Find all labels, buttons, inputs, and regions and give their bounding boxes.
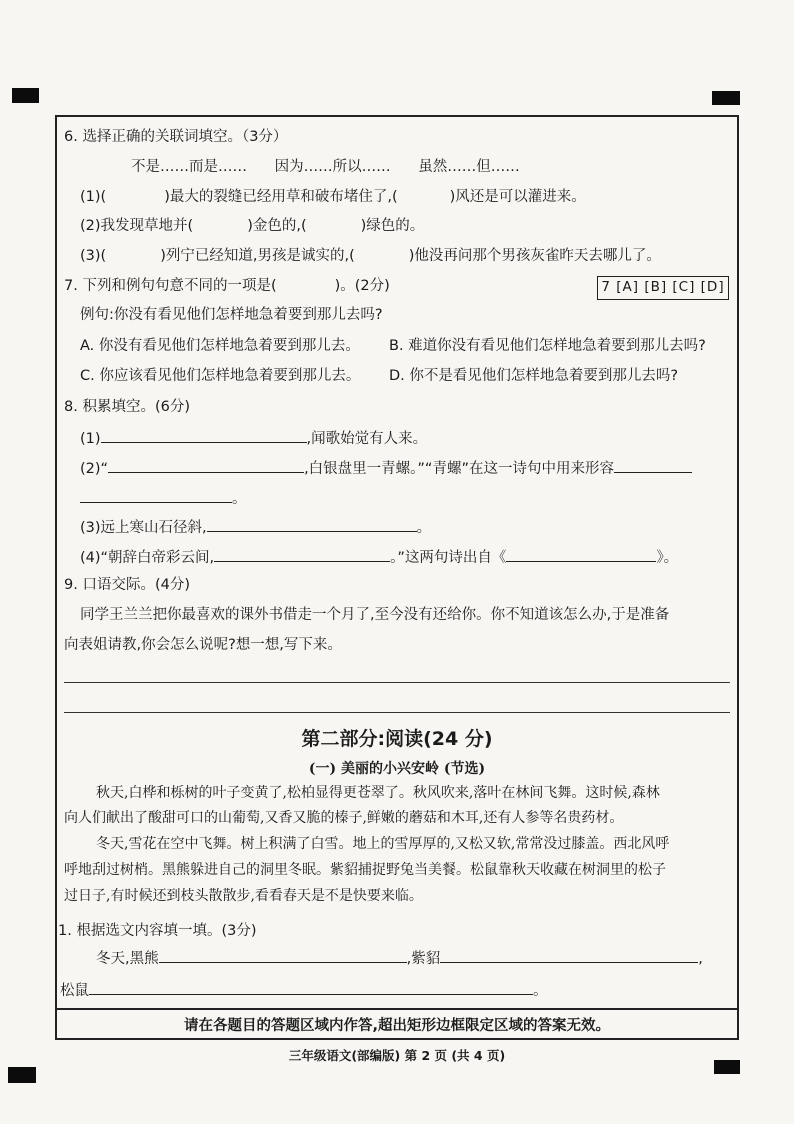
q6-l2-part-c: )绿色的。 <box>360 218 425 234</box>
q8-line-2-cont <box>80 486 247 509</box>
q7-title <box>64 276 390 296</box>
warning-divider <box>55 1008 739 1010</box>
passage-p2-line-2: 呼地刮过树梢。黑熊躲进自己的洞里冬眠。紫貂捕捉野兔当美餐。松鼠靠秋天收藏在树洞里的松子 <box>64 862 666 878</box>
q7-option-a[interactable]: A. 你没有看见他们怎样地急着要到那儿去。 <box>80 338 360 354</box>
q8-l3-part-b: 。 <box>416 520 432 536</box>
q6-l2-part-b: )金色的,( <box>247 218 307 234</box>
q6-l3-part-a: (3)( <box>80 248 107 264</box>
passage-p1-line-2: 向人们献出了酸甜可口的山葡萄,又香又脆的榛子,鲜嫩的蘑菇和木耳,还有人参等名贵药材。 <box>64 810 624 826</box>
q6-l3-part-c: )他没再问那个男孩灰雀昨天去哪儿了。 <box>408 248 661 264</box>
q8-title: 8. 积累填空。(6分) <box>64 399 190 415</box>
q6-line-2 <box>80 216 424 236</box>
reading-q1-title: 1. 根据选文内容填一填。(3分) <box>58 923 257 939</box>
q7-title-part-a: 7. 下列和例句句意不同的一项是( <box>64 278 277 294</box>
q8-l2-part-c: 。 <box>232 491 247 507</box>
reading-q1-blank-3[interactable] <box>89 978 533 995</box>
q6-l1-part-b: )最大的裂缝已经用草和破布堵住了,( <box>164 189 398 205</box>
q7-answer-box[interactable]: 7 [A] [B] [C] [D] <box>597 276 729 300</box>
q8-line-2 <box>80 456 692 479</box>
q7-option-d[interactable]: D. 你不是看见他们怎样地急着要到那儿去吗? <box>389 368 679 384</box>
q8-blank-1[interactable] <box>101 426 307 443</box>
reading-q1-blank-1[interactable] <box>159 946 407 963</box>
q9-answer-line-2[interactable] <box>64 712 730 713</box>
q7-example: 例句:你没有看见他们怎样地急着要到那儿去吗? <box>80 307 383 323</box>
q8-line-3 <box>80 515 431 538</box>
q8-blank-7[interactable] <box>506 545 656 562</box>
page-footer: 三年级语文(部编版) 第 2 页 (共 4 页) <box>288 1048 506 1063</box>
reading-q1-line-1 <box>96 946 703 969</box>
registration-mark-top-left <box>12 88 39 103</box>
passage-p1-line-1: 秋天,白桦和栎树的叶子变黄了,松柏显得更苍翠了。秋风吹来,落叶在林间飞舞。这时候,森林 <box>96 785 660 801</box>
registration-mark-bottom-left <box>8 1067 36 1083</box>
reading-q1-blank-2[interactable] <box>440 946 698 963</box>
q8-blank-5[interactable] <box>207 515 417 532</box>
q6-l1-part-c: )风还是可以灌进来。 <box>449 189 586 205</box>
q9-title: 9. 口语交际。(4分) <box>64 577 190 593</box>
q8-blank-6[interactable] <box>214 545 390 562</box>
registration-mark-top-right <box>712 91 740 105</box>
q7-title-part-b: )。(2分) <box>334 278 390 294</box>
part2-title: 第二部分:阅读(24 分) <box>301 728 493 750</box>
q9-prompt-line-2: 向表姐请教,你会怎么说呢?想一想,写下来。 <box>64 637 342 653</box>
q9-answer-line-1[interactable] <box>64 682 730 683</box>
q7-option-b[interactable]: B. 难道你没有看见他们怎样地急着要到那儿去吗? <box>389 338 706 354</box>
reading-q1-part-c: , <box>698 951 703 967</box>
passage-title: (一) 美丽的小兴安岭 (节选) <box>308 761 486 777</box>
q8-line-4 <box>80 545 678 568</box>
reading-q1-part-b: ,紫貂 <box>406 951 441 967</box>
q8-l2-part-a: (2)“ <box>80 461 109 477</box>
q6-title: 6. 选择正确的关联词填空。（3分） <box>64 129 288 145</box>
q8-l3-part-a: (3)远上寒山石径斜, <box>80 520 207 536</box>
q6-l1-part-a: (1)( <box>80 189 107 205</box>
q6-options: 不是……而是…… 因为……所以…… 虽然……但…… <box>131 159 520 175</box>
reading-q1-part-a: 冬天,黑熊 <box>96 951 159 967</box>
q6-l3-part-b: )列宁已经知道,男孩是诚实的,( <box>160 248 355 264</box>
q8-l4-part-a: (4)“朝辞白帝彩云间, <box>80 550 215 566</box>
q8-l1-part-b: ,闻歌始觉有人来。 <box>306 431 428 447</box>
q8-line-1 <box>80 426 427 449</box>
answer-area-warning: 请在各题目的答题区域内作答,超出矩形边框限定区域的答案无效。 <box>183 1018 610 1034</box>
q7-option-c[interactable]: C. 你应该看见他们怎样地急着要到那儿去。 <box>80 368 361 384</box>
passage-p2-line-3: 过日子,有时候还到枝头散散步,看看春天是不是快要来临。 <box>64 888 423 904</box>
q8-blank-4[interactable] <box>80 486 232 503</box>
q9-prompt-line-1: 同学王兰兰把你最喜欢的课外书借走一个月了,至今没有还给你。你不知道该怎么办,于是准备 <box>80 607 670 623</box>
reading-q1-line-2 <box>60 978 548 1001</box>
q8-blank-2[interactable] <box>108 456 304 473</box>
reading-q1-part-d: 松鼠 <box>60 983 89 999</box>
passage-p2-line-1: 冬天,雪花在空中飞舞。树上积满了白雪。地上的雪厚厚的,又松又软,常常没过膝盖。西北风呼 <box>96 836 670 852</box>
q6-line-3 <box>80 246 661 266</box>
q6-line-1 <box>80 187 586 207</box>
q8-l4-part-c: 》。 <box>656 550 679 566</box>
q8-blank-3[interactable] <box>614 456 692 473</box>
q8-l4-part-b: 。”这两句诗出自《 <box>390 550 507 566</box>
q8-l1-part-a: (1) <box>80 431 101 447</box>
q8-l2-part-b: ,白银盘里一青螺。”“青螺”在这一诗句中用来形容 <box>304 461 614 477</box>
q6-l2-part-a: (2)我发现草地并( <box>80 218 194 234</box>
reading-q1-part-e: 。 <box>533 983 548 999</box>
